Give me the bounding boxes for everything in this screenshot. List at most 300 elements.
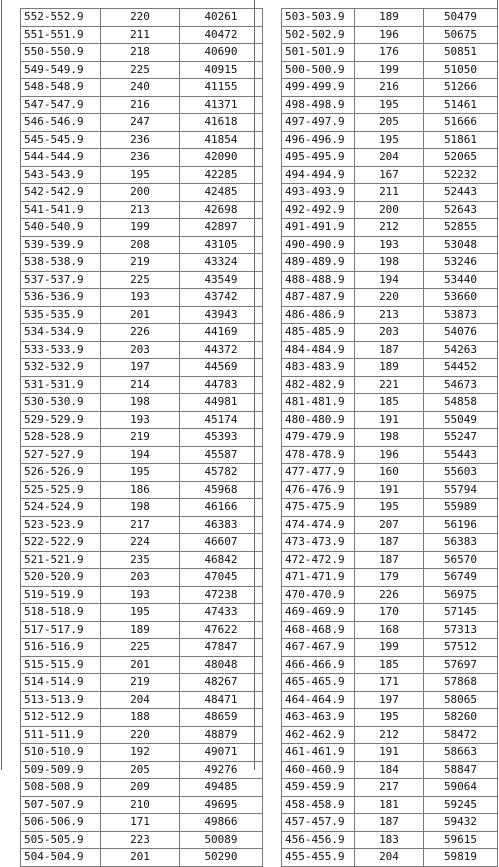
score-range-cell: 484-484.9 — [282, 341, 355, 359]
score-range-cell: 541-541.9 — [21, 201, 101, 219]
count-cell: 213 — [101, 201, 180, 219]
score-range-cell: 542-542.9 — [21, 184, 101, 202]
count-cell: 199 — [355, 639, 424, 657]
cumulative-cell: 53873 — [424, 306, 498, 324]
cumulative-cell: 40472 — [180, 26, 263, 44]
count-cell: 195 — [355, 96, 424, 114]
score-range-cell: 508-508.9 — [21, 779, 101, 797]
table-row — [282, 79, 498, 97]
table-row — [21, 184, 263, 202]
score-range-cell: 475-475.9 — [282, 499, 355, 517]
score-range-cell: 486-486.9 — [282, 306, 355, 324]
table-row — [21, 26, 263, 44]
score-range-cell: 476-476.9 — [282, 481, 355, 499]
score-range-cell: 552-552.9 — [21, 9, 101, 27]
cumulative-cell: 44372 — [180, 341, 263, 359]
cumulative-cell: 40915 — [180, 61, 263, 79]
cumulative-cell: 49866 — [180, 814, 263, 832]
table-row — [282, 44, 498, 62]
table-row — [282, 621, 498, 639]
table-row — [21, 586, 263, 604]
score-table-left — [20, 8, 263, 867]
table-row — [282, 149, 498, 167]
cumulative-cell: 54858 — [424, 394, 498, 412]
table-row — [282, 604, 498, 622]
left-margin-line — [1, 0, 2, 770]
cumulative-cell: 43742 — [180, 289, 263, 307]
count-cell: 203 — [101, 341, 180, 359]
score-range-cell: 537-537.9 — [21, 271, 101, 289]
count-cell: 205 — [355, 114, 424, 132]
cumulative-cell: 55049 — [424, 411, 498, 429]
score-range-cell: 497-497.9 — [282, 114, 355, 132]
count-cell: 194 — [101, 446, 180, 464]
score-range-cell: 528-528.9 — [21, 429, 101, 447]
table-row — [282, 201, 498, 219]
count-cell: 191 — [355, 411, 424, 429]
score-range-cell: 459-459.9 — [282, 779, 355, 797]
count-cell: 199 — [101, 219, 180, 237]
count-cell: 219 — [101, 674, 180, 692]
cumulative-cell: 40261 — [180, 9, 263, 27]
cumulative-cell: 52643 — [424, 201, 498, 219]
table-row — [282, 184, 498, 202]
score-range-cell: 524-524.9 — [21, 499, 101, 517]
table-row — [282, 114, 498, 132]
cumulative-cell: 49276 — [180, 761, 263, 779]
score-range-cell: 462-462.9 — [282, 726, 355, 744]
cumulative-cell: 52443 — [424, 184, 498, 202]
table-row — [282, 586, 498, 604]
count-cell: 219 — [101, 429, 180, 447]
table-row — [21, 849, 263, 867]
table-row — [282, 429, 498, 447]
cumulative-cell: 56383 — [424, 534, 498, 552]
cumulative-cell: 45174 — [180, 411, 263, 429]
count-cell: 193 — [101, 586, 180, 604]
score-range-cell: 521-521.9 — [21, 551, 101, 569]
count-cell: 196 — [355, 446, 424, 464]
count-cell: 193 — [101, 289, 180, 307]
cumulative-cell: 59819 — [424, 849, 498, 867]
table-row — [282, 61, 498, 79]
table-row — [282, 219, 498, 237]
score-range-cell: 469-469.9 — [282, 604, 355, 622]
table-row — [282, 656, 498, 674]
cumulative-cell: 53048 — [424, 236, 498, 254]
cumulative-cell: 41854 — [180, 131, 263, 149]
count-cell: 198 — [101, 394, 180, 412]
score-range-cell: 488-488.9 — [282, 271, 355, 289]
score-range-cell: 477-477.9 — [282, 464, 355, 482]
cumulative-cell: 50675 — [424, 26, 498, 44]
table-row — [282, 324, 498, 342]
cumulative-cell: 57145 — [424, 604, 498, 622]
cumulative-cell: 46166 — [180, 499, 263, 517]
count-cell: 195 — [355, 131, 424, 149]
table-row — [21, 149, 263, 167]
score-range-cell: 465-465.9 — [282, 674, 355, 692]
count-cell: 181 — [355, 796, 424, 814]
count-cell: 204 — [355, 149, 424, 167]
cumulative-cell: 58472 — [424, 726, 498, 744]
table-row — [21, 779, 263, 797]
count-cell: 187 — [355, 341, 424, 359]
table-row — [282, 9, 498, 27]
cumulative-cell: 48267 — [180, 674, 263, 692]
count-cell: 176 — [355, 44, 424, 62]
score-range-cell: 511-511.9 — [21, 726, 101, 744]
cumulative-cell: 42485 — [180, 184, 263, 202]
table-row — [21, 499, 263, 517]
cumulative-cell: 51461 — [424, 96, 498, 114]
count-cell: 224 — [101, 534, 180, 552]
count-cell: 179 — [355, 569, 424, 587]
cumulative-cell: 56749 — [424, 569, 498, 587]
score-range-cell: 495-495.9 — [282, 149, 355, 167]
table-row — [21, 254, 263, 272]
table-row — [282, 516, 498, 534]
score-range-cell: 516-516.9 — [21, 639, 101, 657]
score-range-cell: 466-466.9 — [282, 656, 355, 674]
count-cell: 236 — [101, 149, 180, 167]
count-cell: 192 — [101, 744, 180, 762]
count-cell: 195 — [101, 166, 180, 184]
count-cell: 195 — [101, 604, 180, 622]
score-range-cell: 456-456.9 — [282, 831, 355, 849]
score-range-cell: 526-526.9 — [21, 464, 101, 482]
table-row — [282, 464, 498, 482]
cumulative-cell: 51666 — [424, 114, 498, 132]
count-cell: 184 — [355, 761, 424, 779]
score-range-cell: 506-506.9 — [21, 814, 101, 832]
count-cell: 217 — [355, 779, 424, 797]
cumulative-cell: 57868 — [424, 674, 498, 692]
count-cell: 214 — [101, 376, 180, 394]
cumulative-cell: 49071 — [180, 744, 263, 762]
table-row — [21, 114, 263, 132]
count-cell: 204 — [101, 691, 180, 709]
cumulative-cell: 56975 — [424, 586, 498, 604]
cumulative-cell: 45968 — [180, 481, 263, 499]
count-cell: 168 — [355, 621, 424, 639]
score-range-cell: 474-474.9 — [282, 516, 355, 534]
count-cell: 240 — [101, 79, 180, 97]
count-cell: 225 — [101, 61, 180, 79]
cumulative-cell: 44169 — [180, 324, 263, 342]
count-cell: 216 — [101, 96, 180, 114]
score-range-cell: 539-539.9 — [21, 236, 101, 254]
cumulative-cell: 47622 — [180, 621, 263, 639]
score-range-cell: 544-544.9 — [21, 149, 101, 167]
cumulative-cell: 40690 — [180, 44, 263, 62]
score-range-cell: 467-467.9 — [282, 639, 355, 657]
score-range-cell: 492-492.9 — [282, 201, 355, 219]
cumulative-cell: 59432 — [424, 814, 498, 832]
count-cell: 219 — [101, 254, 180, 272]
score-range-cell: 547-547.9 — [21, 96, 101, 114]
count-cell: 236 — [101, 131, 180, 149]
score-range-cell: 533-533.9 — [21, 341, 101, 359]
table-row — [21, 79, 263, 97]
table-row — [21, 61, 263, 79]
count-cell: 201 — [101, 849, 180, 867]
table-row — [21, 394, 263, 412]
count-cell: 197 — [355, 691, 424, 709]
count-cell: 170 — [355, 604, 424, 622]
count-cell: 171 — [355, 674, 424, 692]
table-row — [21, 96, 263, 114]
score-range-cell: 525-525.9 — [21, 481, 101, 499]
table-row — [21, 341, 263, 359]
score-range-cell: 481-481.9 — [282, 394, 355, 412]
score-range-cell: 517-517.9 — [21, 621, 101, 639]
score-range-cell: 522-522.9 — [21, 534, 101, 552]
score-range-cell: 502-502.9 — [282, 26, 355, 44]
count-cell: 201 — [101, 306, 180, 324]
count-cell: 205 — [101, 761, 180, 779]
cumulative-cell: 41155 — [180, 79, 263, 97]
score-range-cell: 505-505.9 — [21, 831, 101, 849]
count-cell: 213 — [355, 306, 424, 324]
score-range-cell: 483-483.9 — [282, 359, 355, 377]
count-cell: 189 — [355, 9, 424, 27]
table-row — [282, 726, 498, 744]
count-cell: 209 — [101, 779, 180, 797]
table-row — [282, 691, 498, 709]
score-range-cell: 455-455.9 — [282, 849, 355, 867]
count-cell: 167 — [355, 166, 424, 184]
score-range-cell: 529-529.9 — [21, 411, 101, 429]
cumulative-cell: 57313 — [424, 621, 498, 639]
count-cell: 203 — [101, 569, 180, 587]
table-row — [282, 271, 498, 289]
cumulative-cell: 52855 — [424, 219, 498, 237]
score-range-cell: 519-519.9 — [21, 586, 101, 604]
score-range-cell: 487-487.9 — [282, 289, 355, 307]
score-range-cell: 515-515.9 — [21, 656, 101, 674]
score-range-cell: 496-496.9 — [282, 131, 355, 149]
cumulative-cell: 44569 — [180, 359, 263, 377]
cumulative-cell: 48879 — [180, 726, 263, 744]
count-cell: 211 — [101, 26, 180, 44]
table-row — [282, 814, 498, 832]
table-row — [282, 359, 498, 377]
cumulative-cell: 55989 — [424, 499, 498, 517]
table-row — [282, 341, 498, 359]
count-cell: 225 — [101, 271, 180, 289]
count-cell: 188 — [101, 709, 180, 727]
table-row — [282, 481, 498, 499]
score-range-cell: 498-498.9 — [282, 96, 355, 114]
score-range-cell: 531-531.9 — [21, 376, 101, 394]
table-row — [21, 814, 263, 832]
count-cell: 200 — [355, 201, 424, 219]
count-cell: 195 — [101, 464, 180, 482]
cumulative-cell: 46607 — [180, 534, 263, 552]
score-range-cell: 520-520.9 — [21, 569, 101, 587]
count-cell: 198 — [355, 429, 424, 447]
score-range-cell: 499-499.9 — [282, 79, 355, 97]
count-cell: 216 — [355, 79, 424, 97]
table-row — [21, 166, 263, 184]
score-range-cell: 482-482.9 — [282, 376, 355, 394]
count-cell: 194 — [355, 271, 424, 289]
cumulative-cell: 50089 — [180, 831, 263, 849]
score-range-cell: 485-485.9 — [282, 324, 355, 342]
score-range-cell: 549-549.9 — [21, 61, 101, 79]
cumulative-cell: 55443 — [424, 446, 498, 464]
cumulative-cell: 57512 — [424, 639, 498, 657]
table-row — [21, 219, 263, 237]
cumulative-cell: 44783 — [180, 376, 263, 394]
table-row — [21, 796, 263, 814]
table-row — [282, 254, 498, 272]
table-row — [282, 394, 498, 412]
cumulative-cell: 59615 — [424, 831, 498, 849]
table-row — [21, 9, 263, 27]
count-cell: 191 — [355, 744, 424, 762]
table-row — [21, 761, 263, 779]
score-table-right — [281, 8, 498, 867]
count-cell: 212 — [355, 726, 424, 744]
table-row — [282, 26, 498, 44]
cumulative-cell: 48048 — [180, 656, 263, 674]
cumulative-cell: 44981 — [180, 394, 263, 412]
table-row — [21, 376, 263, 394]
score-range-cell: 471-471.9 — [282, 569, 355, 587]
count-cell: 193 — [355, 236, 424, 254]
cumulative-cell: 56570 — [424, 551, 498, 569]
table-row — [282, 849, 498, 867]
cumulative-cell: 57697 — [424, 656, 498, 674]
score-range-cell: 530-530.9 — [21, 394, 101, 412]
cumulative-cell: 54673 — [424, 376, 498, 394]
score-range-cell: 540-540.9 — [21, 219, 101, 237]
cumulative-cell: 43549 — [180, 271, 263, 289]
table-row — [21, 621, 263, 639]
score-range-cell: 543-543.9 — [21, 166, 101, 184]
count-cell: 185 — [355, 656, 424, 674]
table-row — [21, 271, 263, 289]
cumulative-cell: 58065 — [424, 691, 498, 709]
table-row — [21, 551, 263, 569]
score-range-cell: 518-518.9 — [21, 604, 101, 622]
cumulative-cell: 58847 — [424, 761, 498, 779]
cumulative-cell: 49695 — [180, 796, 263, 814]
table-row — [21, 604, 263, 622]
table-row — [282, 569, 498, 587]
cumulative-cell: 42897 — [180, 219, 263, 237]
cumulative-cell: 54076 — [424, 324, 498, 342]
score-range-cell: 513-513.9 — [21, 691, 101, 709]
count-cell: 212 — [355, 219, 424, 237]
score-range-cell: 479-479.9 — [282, 429, 355, 447]
cumulative-cell: 48659 — [180, 709, 263, 727]
table-row — [21, 289, 263, 307]
score-range-cell: 507-507.9 — [21, 796, 101, 814]
count-cell: 189 — [355, 359, 424, 377]
score-range-cell: 546-546.9 — [21, 114, 101, 132]
score-range-cell: 472-472.9 — [282, 551, 355, 569]
count-cell: 198 — [101, 499, 180, 517]
score-range-cell: 500-500.9 — [282, 61, 355, 79]
score-range-cell: 510-510.9 — [21, 744, 101, 762]
score-range-cell: 460-460.9 — [282, 761, 355, 779]
score-range-cell: 473-473.9 — [282, 534, 355, 552]
count-cell: 195 — [355, 709, 424, 727]
score-range-cell: 457-457.9 — [282, 814, 355, 832]
score-range-cell: 468-468.9 — [282, 621, 355, 639]
cumulative-cell: 41371 — [180, 96, 263, 114]
count-cell: 220 — [101, 726, 180, 744]
count-cell: 223 — [101, 831, 180, 849]
table-row — [282, 411, 498, 429]
count-cell: 210 — [101, 796, 180, 814]
count-cell: 196 — [355, 26, 424, 44]
table-row — [21, 709, 263, 727]
score-range-cell: 536-536.9 — [21, 289, 101, 307]
table-row — [21, 744, 263, 762]
cumulative-cell: 50290 — [180, 849, 263, 867]
table-row — [21, 236, 263, 254]
cumulative-cell: 58663 — [424, 744, 498, 762]
count-cell: 220 — [355, 289, 424, 307]
table-row — [282, 376, 498, 394]
cumulative-cell: 53660 — [424, 289, 498, 307]
count-cell: 199 — [355, 61, 424, 79]
table-row — [21, 481, 263, 499]
score-range-cell: 461-461.9 — [282, 744, 355, 762]
score-range-cell: 458-458.9 — [282, 796, 355, 814]
table-row — [21, 359, 263, 377]
cumulative-cell: 47433 — [180, 604, 263, 622]
score-range-cell: 534-534.9 — [21, 324, 101, 342]
table-row — [21, 726, 263, 744]
score-range-cell: 532-532.9 — [21, 359, 101, 377]
count-cell: 207 — [355, 516, 424, 534]
count-cell: 221 — [355, 376, 424, 394]
cumulative-cell: 43324 — [180, 254, 263, 272]
cumulative-cell: 55794 — [424, 481, 498, 499]
count-cell: 187 — [355, 814, 424, 832]
score-range-cell: 490-490.9 — [282, 236, 355, 254]
cumulative-cell: 55603 — [424, 464, 498, 482]
count-cell: 200 — [101, 184, 180, 202]
table-row — [21, 674, 263, 692]
cumulative-cell: 43943 — [180, 306, 263, 324]
table-row — [282, 639, 498, 657]
cumulative-cell: 50479 — [424, 9, 498, 27]
table-row — [21, 534, 263, 552]
count-cell: 186 — [101, 481, 180, 499]
score-range-cell: 493-493.9 — [282, 184, 355, 202]
score-range-cell: 550-550.9 — [21, 44, 101, 62]
count-cell: 201 — [101, 656, 180, 674]
count-cell: 218 — [101, 44, 180, 62]
table-row — [21, 831, 263, 849]
table-row — [21, 44, 263, 62]
count-cell: 187 — [355, 551, 424, 569]
cumulative-cell: 45587 — [180, 446, 263, 464]
table-row — [282, 796, 498, 814]
count-cell: 193 — [101, 411, 180, 429]
count-cell: 198 — [355, 254, 424, 272]
score-range-cell: 464-464.9 — [282, 691, 355, 709]
score-range-cell: 491-491.9 — [282, 219, 355, 237]
count-cell: 185 — [355, 394, 424, 412]
score-range-cell: 501-501.9 — [282, 44, 355, 62]
